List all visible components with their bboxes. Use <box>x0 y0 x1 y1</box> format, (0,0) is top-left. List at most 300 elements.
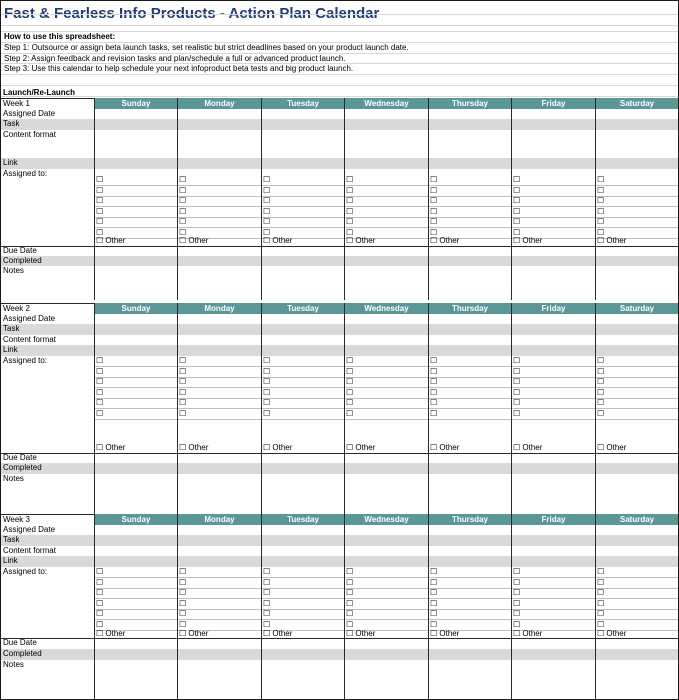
checkbox-icon[interactable]: ☐ <box>430 236 438 245</box>
column-divider <box>344 98 345 300</box>
cell-gridline <box>94 398 177 399</box>
cell-gridline <box>261 206 344 207</box>
day-header-friday: Friday <box>511 303 595 314</box>
other-checkbox[interactable] <box>346 443 375 453</box>
assignee-checkbox[interactable]: ☐ <box>430 598 438 608</box>
field-row[interactable] <box>1 246 678 256</box>
assignee-checkbox[interactable]: ☐ <box>430 577 438 587</box>
assignee-checkbox[interactable]: ☐ <box>96 398 104 407</box>
instruction-step-2: Step 2: Assign feedback and revision tasks and plan/schedule a full or advanced product launch. <box>4 54 346 63</box>
assignee-checkbox[interactable]: ☐ <box>346 366 354 376</box>
day-header-thursday: Thursday <box>428 98 511 109</box>
checkbox-icon[interactable]: ☐ <box>179 443 187 452</box>
assignee-checkbox[interactable]: ☐ <box>430 175 438 184</box>
column-divider <box>94 303 95 514</box>
assignee-checkbox[interactable]: ☐ <box>346 619 354 629</box>
field-label: Task <box>3 119 20 128</box>
assignee-checkbox[interactable]: ☐ <box>597 217 605 226</box>
field-row[interactable] <box>1 525 678 535</box>
checkbox-icon[interactable]: ☐ <box>179 236 187 245</box>
checkbox-icon[interactable]: ☐ <box>513 629 521 638</box>
cell-gridline <box>595 598 678 599</box>
field-row[interactable] <box>1 649 678 660</box>
assignee-checkbox[interactable]: ☐ <box>263 588 271 597</box>
other-checkbox[interactable] <box>263 236 292 246</box>
assignee-checkbox[interactable]: ☐ <box>513 377 521 386</box>
cell-gridline <box>94 185 177 186</box>
assignee-checkbox[interactable]: ☐ <box>513 366 521 376</box>
cell-gridline <box>428 227 511 228</box>
field-row[interactable] <box>1 546 678 556</box>
assignee-checkbox[interactable]: ☐ <box>346 185 354 195</box>
assignee-checkbox[interactable]: ☐ <box>263 387 271 397</box>
field-row[interactable] <box>1 158 678 169</box>
assignee-checkbox[interactable]: ☐ <box>597 619 605 629</box>
field-label: Due Date <box>3 638 37 647</box>
checkbox-icon[interactable]: ☐ <box>597 236 605 245</box>
assignee-checkbox[interactable]: ☐ <box>346 387 354 397</box>
assignee-checkbox[interactable]: ☐ <box>179 567 187 576</box>
assignee-checkbox[interactable]: ☐ <box>263 196 271 205</box>
assignee-checkbox[interactable]: ☐ <box>597 356 605 365</box>
checkbox-icon[interactable]: ☐ <box>346 629 354 638</box>
assignee-checkbox[interactable]: ☐ <box>263 577 271 587</box>
checkbox-icon[interactable]: ☐ <box>96 629 104 638</box>
assignee-checkbox[interactable]: ☐ <box>597 206 605 216</box>
assignee-checkbox[interactable]: ☐ <box>430 387 438 397</box>
cell-gridline <box>511 588 595 589</box>
cell-gridline <box>177 196 261 197</box>
assignee-checkbox[interactable]: ☐ <box>513 387 521 397</box>
cell-gridline <box>428 196 511 197</box>
assignee-checkbox[interactable]: ☐ <box>513 217 521 226</box>
assignee-checkbox[interactable]: ☐ <box>597 387 605 397</box>
field-label: Notes <box>3 660 24 669</box>
assignee-checkbox[interactable]: ☐ <box>346 577 354 587</box>
cell-gridline <box>511 598 595 599</box>
assignee-checkbox[interactable]: ☐ <box>96 185 104 195</box>
other-checkbox[interactable] <box>96 236 125 246</box>
cell-gridline <box>511 577 595 578</box>
assignee-checkbox[interactable]: ☐ <box>430 609 438 618</box>
cell-gridline <box>344 366 428 367</box>
assignee-checkbox[interactable]: ☐ <box>179 175 187 184</box>
field-row[interactable] <box>1 256 678 266</box>
field-row[interactable] <box>1 345 678 356</box>
assignee-checkbox[interactable]: ☐ <box>513 588 521 597</box>
assignee-checkbox[interactable]: ☐ <box>513 577 521 587</box>
assignee-checkbox[interactable]: ☐ <box>179 217 187 226</box>
cell-gridline <box>261 185 344 186</box>
assignee-checkbox[interactable]: ☐ <box>430 398 438 407</box>
assignee-checkbox[interactable]: ☐ <box>346 609 354 618</box>
cell-gridline <box>595 577 678 578</box>
assignee-checkbox[interactable]: ☐ <box>346 398 354 407</box>
cell-gridline <box>595 185 678 186</box>
field-row[interactable] <box>1 266 678 276</box>
assignee-checkbox[interactable]: ☐ <box>96 567 104 576</box>
other-checkbox[interactable] <box>430 236 459 246</box>
cell-gridline <box>428 217 511 218</box>
assignee-checkbox[interactable]: ☐ <box>346 217 354 226</box>
assignee-checkbox[interactable]: ☐ <box>179 619 187 629</box>
assignee-checkbox[interactable]: ☐ <box>513 567 521 576</box>
cell-gridline <box>511 206 595 207</box>
cell-gridline <box>261 196 344 197</box>
instruction-step-1: Step 1: Outsource or assign beta launch tasks, set realistic but strict deadlines based on your product launch date. <box>4 43 409 52</box>
assignee-checkbox[interactable]: ☐ <box>346 227 354 237</box>
cell-gridline <box>177 577 261 578</box>
assignee-checkbox[interactable]: ☐ <box>179 408 187 418</box>
assignee-checkbox[interactable]: ☐ <box>179 366 187 376</box>
assignee-checkbox[interactable]: ☐ <box>263 227 271 237</box>
assignee-checkbox[interactable]: ☐ <box>597 175 605 184</box>
cell-gridline <box>595 619 678 620</box>
cell-gridline <box>261 588 344 589</box>
cell-gridline <box>428 619 511 620</box>
cell-gridline <box>261 598 344 599</box>
assignee-checkbox[interactable]: ☐ <box>597 567 605 576</box>
cell-gridline <box>428 206 511 207</box>
other-checkbox[interactable] <box>597 443 626 453</box>
cell-gridline <box>344 619 428 620</box>
assignee-checkbox[interactable]: ☐ <box>513 398 521 407</box>
assignee-checkbox[interactable]: ☐ <box>96 356 104 365</box>
other-checkbox[interactable] <box>346 236 375 246</box>
cell-gridline <box>261 609 344 610</box>
assignee-checkbox[interactable]: ☐ <box>597 598 605 608</box>
cell-gridline <box>428 598 511 599</box>
assignee-checkbox[interactable]: ☐ <box>179 598 187 608</box>
checkbox-icon[interactable]: ☐ <box>179 629 187 638</box>
field-row[interactable] <box>1 130 678 158</box>
assignee-checkbox[interactable]: ☐ <box>430 217 438 226</box>
checkbox-icon[interactable]: ☐ <box>346 443 354 452</box>
week-label: Week 1 <box>3 99 30 108</box>
cell-gridline <box>94 217 177 218</box>
cell-gridline <box>94 619 177 620</box>
assignee-checkbox[interactable]: ☐ <box>430 408 438 418</box>
cell-gridline <box>261 387 344 388</box>
cell-gridline <box>344 609 428 610</box>
field-row[interactable] <box>1 474 678 484</box>
assignee-checkbox[interactable]: ☐ <box>597 398 605 407</box>
assignee-checkbox[interactable]: ☐ <box>513 206 521 216</box>
assignee-checkbox[interactable]: ☐ <box>513 227 521 237</box>
assignee-checkbox[interactable]: ☐ <box>597 366 605 376</box>
cell-gridline <box>428 387 511 388</box>
assignee-checkbox[interactable]: ☐ <box>263 377 271 386</box>
assignee-checkbox[interactable]: ☐ <box>430 196 438 205</box>
other-label: Other <box>103 236 126 245</box>
assignee-checkbox[interactable]: ☐ <box>263 366 271 376</box>
checkbox-icon[interactable]: ☐ <box>513 443 521 452</box>
assignee-checkbox[interactable]: ☐ <box>179 206 187 216</box>
assignee-checkbox[interactable]: ☐ <box>179 609 187 618</box>
cell-gridline <box>261 619 344 620</box>
other-label: Other <box>270 629 293 638</box>
assignee-checkbox[interactable]: ☐ <box>513 175 521 184</box>
assignee-checkbox[interactable]: ☐ <box>179 577 187 587</box>
cell-gridline <box>177 206 261 207</box>
other-label: Other <box>437 443 460 452</box>
checkbox-icon[interactable]: ☐ <box>513 236 521 245</box>
assignee-checkbox[interactable]: ☐ <box>597 196 605 205</box>
assignee-checkbox[interactable]: ☐ <box>96 227 104 237</box>
checkbox-icon[interactable]: ☐ <box>263 236 271 245</box>
other-label: Other <box>520 236 543 245</box>
assignee-checkbox[interactable]: ☐ <box>430 185 438 195</box>
cell-gridline <box>344 408 428 409</box>
other-checkbox[interactable] <box>179 236 208 246</box>
day-header-saturday: Saturday <box>595 514 678 525</box>
field-label: Completed <box>3 649 42 658</box>
section-label: Launch/Re-Launch <box>3 88 76 97</box>
assignee-checkbox[interactable]: ☐ <box>513 196 521 205</box>
assignee-checkbox[interactable]: ☐ <box>96 175 104 184</box>
assignee-checkbox[interactable]: ☐ <box>263 175 271 184</box>
cell-gridline <box>177 398 261 399</box>
field-label: Content format <box>3 546 56 555</box>
page-title: Fast & Fearless Info Products - Action Plan Calendar <box>4 5 380 22</box>
assignee-checkbox[interactable]: ☐ <box>430 567 438 576</box>
field-row[interactable] <box>1 324 678 335</box>
assignee-checkbox[interactable]: ☐ <box>346 206 354 216</box>
assignee-checkbox[interactable]: ☐ <box>430 588 438 597</box>
cell-gridline <box>94 408 177 409</box>
checkbox-icon[interactable]: ☐ <box>96 443 104 452</box>
assignee-checkbox[interactable]: ☐ <box>179 377 187 386</box>
assignee-checkbox[interactable]: ☐ <box>597 377 605 386</box>
cell-gridline <box>94 366 177 367</box>
cell-gridline <box>177 588 261 589</box>
assignee-checkbox[interactable]: ☐ <box>96 619 104 629</box>
column-divider <box>177 98 178 300</box>
column-divider <box>261 514 262 699</box>
cell-gridline <box>595 196 678 197</box>
assignee-checkbox[interactable]: ☐ <box>96 206 104 216</box>
other-checkbox[interactable] <box>96 443 125 453</box>
assignee-checkbox[interactable]: ☐ <box>263 567 271 576</box>
cell-gridline <box>428 588 511 589</box>
cell-gridline <box>511 366 595 367</box>
assignee-checkbox[interactable]: ☐ <box>346 598 354 608</box>
assignee-checkbox[interactable]: ☐ <box>179 227 187 237</box>
column-divider <box>511 98 512 300</box>
assignee-checkbox[interactable]: ☐ <box>96 577 104 587</box>
cell-gridline <box>94 577 177 578</box>
assignee-checkbox[interactable]: ☐ <box>179 185 187 195</box>
field-row[interactable] <box>1 314 678 324</box>
assignee-checkbox[interactable]: ☐ <box>96 609 104 618</box>
assignee-checkbox[interactable]: ☐ <box>597 588 605 597</box>
assignee-checkbox[interactable]: ☐ <box>96 588 104 597</box>
column-divider <box>94 514 95 699</box>
checkbox-icon[interactable]: ☐ <box>430 443 438 452</box>
assignee-checkbox[interactable]: ☐ <box>430 206 438 216</box>
field-row[interactable] <box>1 556 678 567</box>
assignee-checkbox[interactable]: ☐ <box>263 408 271 418</box>
assignee-checkbox[interactable]: ☐ <box>179 196 187 205</box>
cell-gridline <box>511 377 595 378</box>
day-header-thursday: Thursday <box>428 514 511 525</box>
checkbox-icon[interactable]: ☐ <box>263 629 271 638</box>
assignee-checkbox[interactable]: ☐ <box>96 377 104 386</box>
checkbox-icon[interactable]: ☐ <box>597 629 605 638</box>
other-checkbox[interactable] <box>179 443 208 453</box>
assignee-checkbox[interactable]: ☐ <box>513 185 521 195</box>
field-row[interactable] <box>1 660 678 670</box>
checkbox-icon[interactable]: ☐ <box>430 629 438 638</box>
column-divider <box>344 303 345 514</box>
assignee-checkbox[interactable]: ☐ <box>513 408 521 418</box>
checkbox-icon[interactable]: ☐ <box>597 443 605 452</box>
assignee-checkbox[interactable]: ☐ <box>263 398 271 407</box>
assignee-checkbox[interactable]: ☐ <box>179 387 187 397</box>
checkbox-icon[interactable]: ☐ <box>263 443 271 452</box>
column-divider <box>595 98 596 300</box>
field-label: Assigned Date <box>3 109 56 118</box>
assignee-checkbox[interactable]: ☐ <box>346 175 354 184</box>
field-row[interactable] <box>1 463 678 474</box>
field-label: Content format <box>3 130 56 139</box>
column-divider <box>261 303 262 514</box>
assignee-checkbox[interactable]: ☐ <box>513 356 521 365</box>
checkbox-icon[interactable]: ☐ <box>346 236 354 245</box>
other-checkbox[interactable] <box>513 236 542 246</box>
assignee-checkbox[interactable]: ☐ <box>346 567 354 576</box>
cell-gridline <box>94 419 177 420</box>
column-divider <box>177 514 178 699</box>
day-header-saturday: Saturday <box>595 303 678 314</box>
field-label: Assigned to: <box>3 567 48 576</box>
field-row[interactable] <box>1 335 678 345</box>
cell-gridline <box>261 398 344 399</box>
field-row[interactable] <box>1 119 678 130</box>
checkbox-icon[interactable]: ☐ <box>96 236 104 245</box>
cell-gridline <box>595 366 678 367</box>
assignee-checkbox[interactable]: ☐ <box>513 598 521 608</box>
assignee-checkbox[interactable]: ☐ <box>96 217 104 226</box>
field-label: Assigned to: <box>3 169 48 178</box>
other-checkbox[interactable] <box>513 443 542 453</box>
other-checkbox[interactable] <box>430 443 459 453</box>
assignee-checkbox[interactable]: ☐ <box>179 588 187 597</box>
column-divider <box>595 514 596 699</box>
week-block <box>1 98 678 300</box>
cell-gridline <box>177 217 261 218</box>
other-label: Other <box>353 443 376 452</box>
cell-gridline <box>511 387 595 388</box>
cell-gridline <box>94 196 177 197</box>
assignee-checkbox[interactable]: ☐ <box>346 408 354 418</box>
assignee-checkbox[interactable]: ☐ <box>263 609 271 618</box>
assignee-checkbox[interactable]: ☐ <box>96 196 104 205</box>
assignee-checkbox[interactable]: ☐ <box>597 609 605 618</box>
assignee-checkbox[interactable]: ☐ <box>263 619 271 629</box>
assignee-checkbox[interactable]: ☐ <box>346 377 354 386</box>
field-row[interactable] <box>1 453 678 463</box>
cell-gridline <box>344 387 428 388</box>
other-checkbox[interactable] <box>263 443 292 453</box>
assignee-checkbox[interactable]: ☐ <box>263 206 271 216</box>
cell-gridline <box>94 206 177 207</box>
assignee-checkbox[interactable]: ☐ <box>96 598 104 608</box>
cell-gridline <box>261 419 344 420</box>
assignee-checkbox[interactable]: ☐ <box>597 185 605 195</box>
assignee-checkbox[interactable]: ☐ <box>597 577 605 587</box>
other-label: Other <box>353 629 376 638</box>
assignee-checkbox[interactable]: ☐ <box>513 609 521 618</box>
day-header-monday: Monday <box>177 303 261 314</box>
week-label: Week 2 <box>3 304 30 313</box>
assignee-checkbox[interactable]: ☐ <box>263 598 271 608</box>
assignee-checkbox[interactable]: ☐ <box>179 356 187 365</box>
assignee-checkbox[interactable]: ☐ <box>430 356 438 365</box>
assignee-checkbox[interactable]: ☐ <box>597 408 605 418</box>
assignee-checkbox[interactable]: ☐ <box>263 217 271 226</box>
cell-gridline <box>344 377 428 378</box>
field-label: Completed <box>3 463 42 472</box>
assignee-checkbox[interactable]: ☐ <box>96 366 104 376</box>
cell-gridline <box>595 227 678 228</box>
assignee-checkbox[interactable]: ☐ <box>597 227 605 237</box>
assignee-checkbox[interactable]: ☐ <box>179 398 187 407</box>
other-checkbox[interactable] <box>597 236 626 246</box>
assignee-checkbox[interactable]: ☐ <box>346 356 354 365</box>
column-divider <box>428 98 429 300</box>
assignee-checkbox[interactable]: ☐ <box>430 366 438 376</box>
cell-gridline <box>177 598 261 599</box>
cell-gridline <box>428 419 511 420</box>
other-label: Other <box>437 236 460 245</box>
cell-gridline <box>344 206 428 207</box>
cell-gridline <box>261 577 344 578</box>
assignee-checkbox[interactable]: ☐ <box>96 387 104 397</box>
other-label: Other <box>103 629 126 638</box>
field-label: Due Date <box>3 246 37 255</box>
day-header-thursday: Thursday <box>428 303 511 314</box>
instructions-heading: How to use this spreadsheet: <box>4 32 116 41</box>
other-label: Other <box>270 443 293 452</box>
assignee-checkbox[interactable]: ☐ <box>430 227 438 237</box>
day-header-saturday: Saturday <box>595 98 678 109</box>
assignee-checkbox[interactable]: ☐ <box>430 377 438 386</box>
column-divider <box>428 514 429 699</box>
assignee-checkbox[interactable]: ☐ <box>513 619 521 629</box>
cell-gridline <box>511 185 595 186</box>
assignee-checkbox[interactable]: ☐ <box>263 356 271 365</box>
cell-gridline <box>177 408 261 409</box>
cell-gridline <box>344 419 428 420</box>
field-label: Assigned to: <box>3 356 48 365</box>
assignee-checkbox[interactable]: ☐ <box>263 185 271 195</box>
field-row[interactable] <box>1 535 678 546</box>
day-header-tuesday: Tuesday <box>261 98 344 109</box>
cell-gridline <box>177 227 261 228</box>
other-label: Other <box>604 443 627 452</box>
field-row[interactable] <box>1 109 678 119</box>
field-row[interactable] <box>1 638 678 648</box>
day-header-sunday: Sunday <box>94 303 177 314</box>
assignee-checkbox[interactable]: ☐ <box>346 588 354 597</box>
cell-gridline <box>428 185 511 186</box>
cell-gridline <box>177 619 261 620</box>
assignee-checkbox[interactable]: ☐ <box>430 619 438 629</box>
column-divider <box>511 514 512 699</box>
assignee-checkbox[interactable]: ☐ <box>346 196 354 205</box>
assignee-checkbox[interactable]: ☐ <box>96 408 104 418</box>
